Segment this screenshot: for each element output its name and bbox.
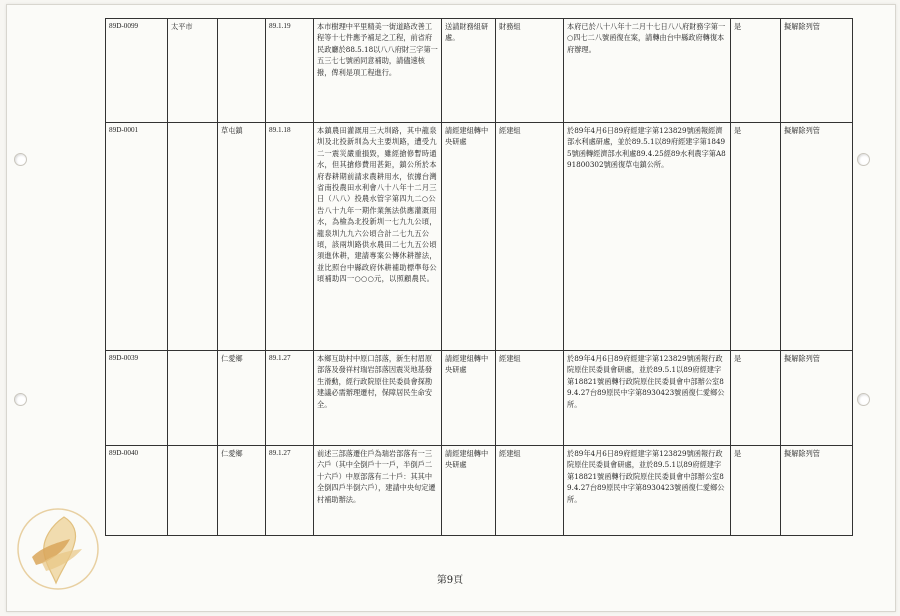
unit-cell: 財務組 [496,19,564,123]
village-cell: 草屯鎮 [218,123,266,351]
page-number: 第9頁 [436,575,464,586]
case-id: 89D-0001 [106,123,168,351]
handling-cell: 請經建組轉中央研處 [442,446,496,536]
table-row [106,19,853,123]
content-cell: 前述三部落遷住戶為瑞岩部落有一三六戶（其中全倒戶十一戶，半倒戶二十六戶）中原部落有二十戶：其其中全倒四戶半倒六戶），建請中央旬定遷村補助辦法。 [314,446,442,536]
note-cell: 擬解除列管 [781,123,853,351]
binder-hole-right-top [857,153,870,166]
town-cell: 太平市 [168,19,218,123]
town-cell [168,446,218,536]
town-cell [168,123,218,351]
note-cell: 擬解除列管 [781,446,853,536]
content-cell: 本鎮農田灌溉用三大圳路，其中龍泉圳及北投新圳為大主要圳路，遭受九二一震災嚴重損毀，雖經搶修暫時通水，但其搶修費用甚鉅，鎮公所於本府春耕期前請求農耕用水，依據台灣省南投農田水利會八十八年十二月三日（八八）投農水管字第四九二○公告八十九年一期作業無法供應灌溉用水，為檢為北投新圳一七九九公頃，龍泉圳九九六公頃合計二七九五公頃，該兩圳路供水農田二七九五公頃須進休耕，建請專案公傳休耕辦法，並比照台中縣政府休耕補助標準每公頃補助四一○○○元，以照顧農民。 [314,123,442,351]
binder-hole-left-top [14,153,27,166]
result-cell: 本府已於八十八年十二月十七日八八府財務字第一○四七二八號函復在案，請轉由台中縣政府轉復本府辦理。 [564,19,731,123]
village-cell: 仁愛鄉 [218,351,266,446]
date-cell: 89.1.18 [266,123,314,351]
binder-hole-left-bottom [14,393,27,406]
case-id: 89D-0039 [106,351,168,446]
date-cell: 89.1.27 [266,351,314,446]
unit-cell: 經建組 [496,351,564,446]
village-cell: 仁愛鄉 [218,446,266,536]
note-cell: 擬解除列管 [781,19,853,123]
closed-cell: 是 [731,351,781,446]
unit-cell: 經建組 [496,123,564,351]
content-cell: 本鄉互助村中原口部落，新生村眉原部落及發祥村瑞岩部落因震災地基發生滑動，經行政院原住民委員會探勘建議必需辦理遷村，保障居民生命安全。 [314,351,442,446]
table-row [106,446,853,536]
case-table [105,18,853,536]
unit-cell: 經建組 [496,446,564,536]
case-id: 89D-0040 [106,446,168,536]
result-cell: 於89年4月6日89府經建字第123829號函報經濟部水利處研處，並於89.5.1以89府經建字第18495號函轉經濟部水利處89.4.25經89水利農字第A891800302號函復草屯鎮公所。 [564,123,731,351]
case-id: 89D-0099 [106,19,168,123]
date-cell: 89.1.19 [266,19,314,123]
content-cell: 本市樹理中平里精美一街道路改善工程等十七件應予補足之工程，前省府民政廳於88.5.18以八八府財三字第一五三七七號函同意補助，請儘速核撥，俾利是項工程進行。 [314,19,442,123]
village-cell [218,19,266,123]
closed-cell: 是 [731,446,781,536]
date-cell: 89.1.27 [266,446,314,536]
table-row [106,351,853,446]
note-cell: 擬解除列管 [781,351,853,446]
result-cell: 於89年4月6日89府經建字第123829號函報行政院原住民委員會研處，並於89.5.1以89府經建字第18821號函轉行政院原住民委員會中部辦公室89.4.27台89原民中字第8930423號函復仁愛鄉公所。 [564,446,731,536]
closed-cell: 是 [731,19,781,123]
handling-cell: 請經建組轉中央研處 [442,351,496,446]
town-cell [168,351,218,446]
binder-hole-right-bottom [857,393,870,406]
result-cell: 於89年4月6日89府經建字第123829號函報行政院原住民委員會研處，並於89.5.1以89府經建字第18821號函轉行政院原住民委員會中部辦公室89.4.27台89原民中字第8930423號函復仁愛鄉公所。 [564,351,731,446]
closed-cell: 是 [731,123,781,351]
handling-cell: 送請財務組研處。 [442,19,496,123]
handling-cell: 請經建組轉中央研處 [442,123,496,351]
table-row [106,123,853,351]
